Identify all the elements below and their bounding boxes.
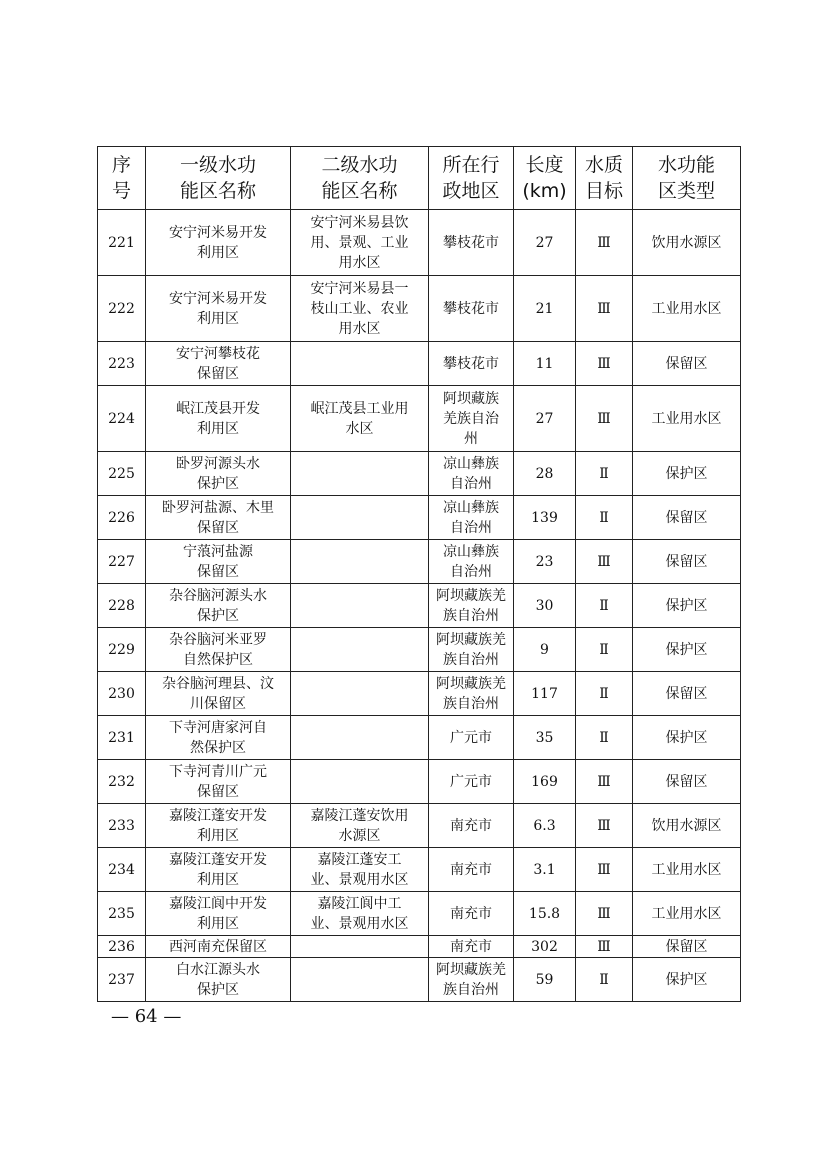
cell-quality-target: Ⅱ [576,672,633,716]
cell-level2-name [291,452,429,496]
cell-zone-type: 保护区 [633,628,741,672]
cell-seq: 228 [98,584,146,628]
cell-length: 23 [514,540,576,584]
cell-seq: 229 [98,628,146,672]
cell-zone-type: 保护区 [633,716,741,760]
cell-level2-name [291,958,429,1002]
cell-level1-name: 嘉陵江阆中开发 利用区 [146,892,291,936]
cell-seq: 237 [98,958,146,1002]
cell-region: 阿坝藏族 羌族自治 州 [429,386,514,452]
cell-region: 广元市 [429,760,514,804]
cell-quality-target: Ⅲ [576,386,633,452]
cell-region: 攀枝花市 [429,210,514,276]
cell-seq: 225 [98,452,146,496]
cell-quality-target: Ⅲ [576,342,633,386]
cell-zone-type: 保护区 [633,958,741,1002]
cell-zone-type: 保护区 [633,584,741,628]
header-zone-type: 水功能 区类型 [633,147,741,210]
table-row [98,386,741,452]
header-seq: 序 号 [98,147,146,210]
cell-seq: 233 [98,804,146,848]
cell-seq: 224 [98,386,146,452]
cell-level1-name: 嘉陵江蓬安开发 利用区 [146,804,291,848]
header-level1-name: 一级水功 能区名称 [146,147,291,210]
cell-seq: 230 [98,672,146,716]
cell-level1-name: 安宁河攀枝花 保留区 [146,342,291,386]
cell-level2-name [291,342,429,386]
table-header-row [98,147,741,210]
table-row [98,584,741,628]
table-row [98,672,741,716]
cell-region: 南充市 [429,804,514,848]
cell-zone-type: 保留区 [633,760,741,804]
cell-quality-target: Ⅲ [576,276,633,342]
table-row [98,452,741,496]
cell-region: 阿坝藏族羌 族自治州 [429,584,514,628]
cell-level2-name [291,540,429,584]
cell-region: 阿坝藏族羌 族自治州 [429,628,514,672]
cell-zone-type: 工业用水区 [633,386,741,452]
table-row [98,892,741,936]
cell-length: 59 [514,958,576,1002]
cell-quality-target: Ⅲ [576,848,633,892]
cell-quality-target: Ⅱ [576,628,633,672]
cell-zone-type: 保留区 [633,496,741,540]
cell-region: 广元市 [429,716,514,760]
cell-seq: 226 [98,496,146,540]
cell-quality-target: Ⅱ [576,496,633,540]
cell-length: 28 [514,452,576,496]
cell-region: 攀枝花市 [429,342,514,386]
header-level2-name: 二级水功 能区名称 [291,147,429,210]
cell-level2-name [291,496,429,540]
cell-level1-name: 安宁河米易开发 利用区 [146,276,291,342]
header-length: 长度 (km) [514,147,576,210]
cell-level2-name [291,936,429,958]
table-row [98,540,741,584]
page-number: — 64 — [111,1006,182,1027]
cell-quality-target: Ⅲ [576,210,633,276]
cell-zone-type: 保留区 [633,936,741,958]
cell-quality-target: Ⅲ [576,892,633,936]
cell-quality-target: Ⅲ [576,936,633,958]
cell-level2-name: 安宁河米易县一 枝山工业、农业 用水区 [291,276,429,342]
cell-length: 35 [514,716,576,760]
cell-region: 南充市 [429,848,514,892]
table-row [98,804,741,848]
cell-level2-name: 嘉陵江蓬安饮用 水源区 [291,804,429,848]
cell-level1-name: 卧罗河盐源、木里 保留区 [146,496,291,540]
cell-quality-target: Ⅱ [576,584,633,628]
cell-quality-target: Ⅲ [576,540,633,584]
table-row [98,936,741,958]
cell-level2-name: 嘉陵江阆中工 业、景观用水区 [291,892,429,936]
cell-seq: 232 [98,760,146,804]
cell-level2-name [291,672,429,716]
cell-length: 27 [514,210,576,276]
water-function-zone-table [97,146,741,1002]
cell-length: 9 [514,628,576,672]
cell-seq: 223 [98,342,146,386]
cell-level2-name: 嘉陵江蓬安工 业、景观用水区 [291,848,429,892]
cell-zone-type: 保留区 [633,540,741,584]
cell-region: 南充市 [429,892,514,936]
cell-level1-name: 下寺河青川广元 保留区 [146,760,291,804]
cell-length: 27 [514,386,576,452]
cell-length: 30 [514,584,576,628]
cell-level1-name: 宁蒗河盐源 保留区 [146,540,291,584]
cell-region: 阿坝藏族羌 族自治州 [429,672,514,716]
cell-seq: 222 [98,276,146,342]
cell-level2-name [291,760,429,804]
header-quality-target: 水质 目标 [576,147,633,210]
cell-level1-name: 岷江茂县开发 利用区 [146,386,291,452]
table-row [98,848,741,892]
cell-level2-name [291,716,429,760]
cell-level1-name: 下寺河唐家河自 然保护区 [146,716,291,760]
cell-quality-target: Ⅱ [576,958,633,1002]
cell-zone-type: 工业用水区 [633,848,741,892]
cell-zone-type: 饮用水源区 [633,210,741,276]
cell-region: 凉山彝族 自治州 [429,540,514,584]
table-row [98,958,741,1002]
table-row [98,716,741,760]
cell-seq: 234 [98,848,146,892]
cell-region: 攀枝花市 [429,276,514,342]
cell-level1-name: 杂谷脑河源头水 保护区 [146,584,291,628]
cell-quality-target: Ⅲ [576,804,633,848]
cell-length: 117 [514,672,576,716]
cell-seq: 227 [98,540,146,584]
cell-zone-type: 饮用水源区 [633,804,741,848]
cell-level1-name: 白水江源头水 保护区 [146,958,291,1002]
cell-quality-target: Ⅱ [576,452,633,496]
cell-zone-type: 工业用水区 [633,276,741,342]
cell-seq: 235 [98,892,146,936]
cell-seq: 236 [98,936,146,958]
cell-region: 南充市 [429,936,514,958]
cell-level1-name: 卧罗河源头水 保护区 [146,452,291,496]
table-row [98,342,741,386]
cell-level1-name: 西河南充保留区 [146,936,291,958]
cell-level1-name: 嘉陵江蓬安开发 利用区 [146,848,291,892]
cell-zone-type: 保留区 [633,672,741,716]
cell-level1-name: 杂谷脑河米亚罗 自然保护区 [146,628,291,672]
cell-length: 3.1 [514,848,576,892]
cell-length: 11 [514,342,576,386]
cell-length: 169 [514,760,576,804]
cell-length: 302 [514,936,576,958]
table-row [98,628,741,672]
cell-length: 21 [514,276,576,342]
cell-zone-type: 保留区 [633,342,741,386]
cell-seq: 221 [98,210,146,276]
cell-zone-type: 工业用水区 [633,892,741,936]
cell-level2-name [291,584,429,628]
table-body [98,210,741,1002]
cell-length: 6.3 [514,804,576,848]
cell-region: 凉山彝族 自治州 [429,452,514,496]
cell-zone-type: 保护区 [633,452,741,496]
cell-level1-name: 杂谷脑河理县、汶 川保留区 [146,672,291,716]
cell-level2-name: 岷江茂县工业用 水区 [291,386,429,452]
cell-level1-name: 安宁河米易开发 利用区 [146,210,291,276]
cell-level2-name: 安宁河米易县饮 用、景观、工业 用水区 [291,210,429,276]
table-row [98,210,741,276]
cell-quality-target: Ⅲ [576,760,633,804]
cell-region: 阿坝藏族羌 族自治州 [429,958,514,1002]
cell-region: 凉山彝族 自治州 [429,496,514,540]
table-row [98,496,741,540]
table-row [98,760,741,804]
header-region: 所在行 政地区 [429,147,514,210]
cell-length: 15.8 [514,892,576,936]
table-row [98,276,741,342]
cell-seq: 231 [98,716,146,760]
cell-length: 139 [514,496,576,540]
cell-quality-target: Ⅱ [576,716,633,760]
cell-level2-name [291,628,429,672]
